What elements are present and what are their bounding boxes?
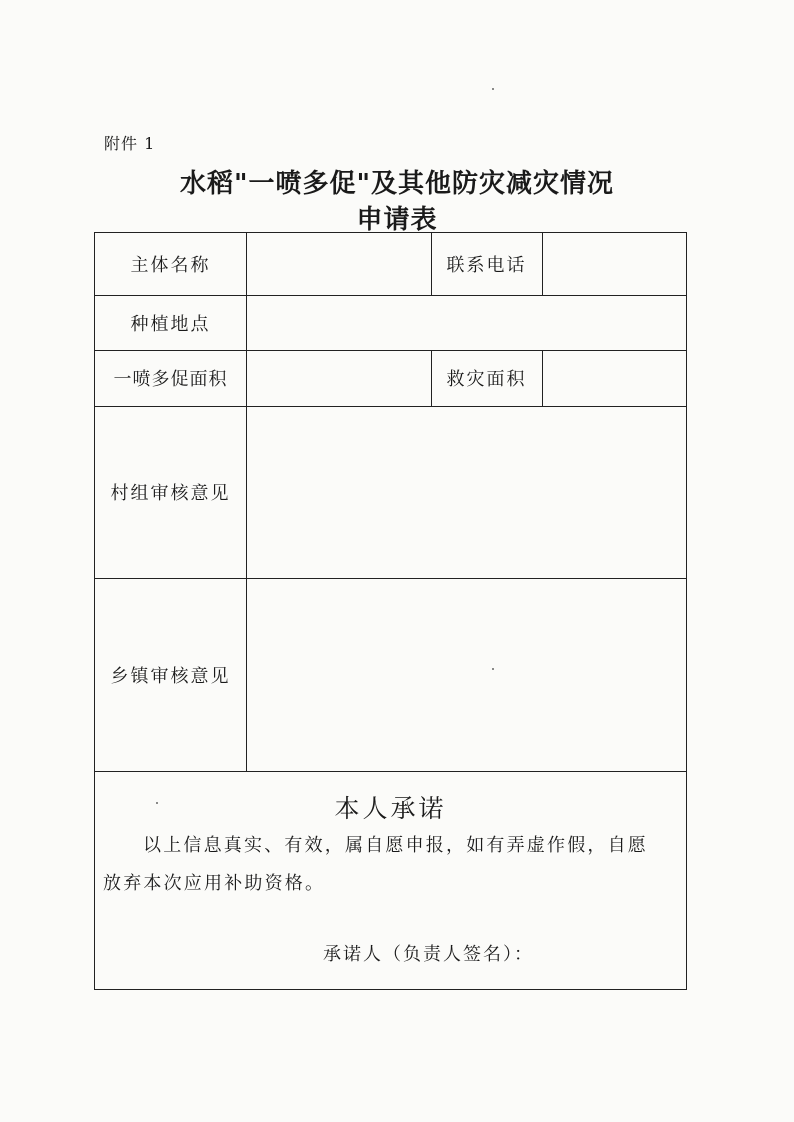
planting-location-field[interactable]	[246, 295, 686, 350]
phone-label: 联系电话	[446, 255, 527, 276]
village-review-label: 村组审核意见	[110, 483, 231, 504]
scan-speck	[156, 802, 158, 804]
village-review-field[interactable]	[246, 406, 686, 578]
pledge-text-line2: 放弃本次应用补助资格。	[103, 873, 326, 894]
form-title: 水稻"一喷多促"及其他防灾减灾情况	[179, 169, 615, 199]
entity-name-label: 主体名称	[130, 255, 211, 276]
form-subtitle: 申请表	[356, 205, 438, 235]
pledge-text-line1: 以上信息真实、有效，属自愿申报，如有弄虚作假，自愿	[143, 835, 648, 856]
scan-speck	[492, 668, 494, 670]
pledge-statement	[103, 827, 683, 903]
township-review-field[interactable]	[246, 578, 686, 771]
planting-location-label: 种植地点	[130, 313, 211, 335]
relief-area-label: 救灾面积	[446, 369, 527, 390]
pledge-heading: 本人承诺	[334, 794, 447, 823]
township-review-label: 乡镇审核意见	[110, 665, 231, 687]
scan-speck	[492, 88, 494, 90]
application-form-table	[94, 232, 687, 990]
spray-area-label: 一喷多促面积	[113, 369, 228, 390]
attachment-label: 附件 1	[104, 134, 156, 153]
row-divider	[95, 771, 686, 772]
relief-area-field[interactable]	[542, 350, 686, 406]
signer-label: 承诺人（负责人签名）：	[323, 944, 534, 965]
spray-area-field[interactable]	[246, 350, 431, 406]
phone-field[interactable]	[542, 233, 686, 295]
entity-name-field[interactable]	[246, 233, 431, 295]
